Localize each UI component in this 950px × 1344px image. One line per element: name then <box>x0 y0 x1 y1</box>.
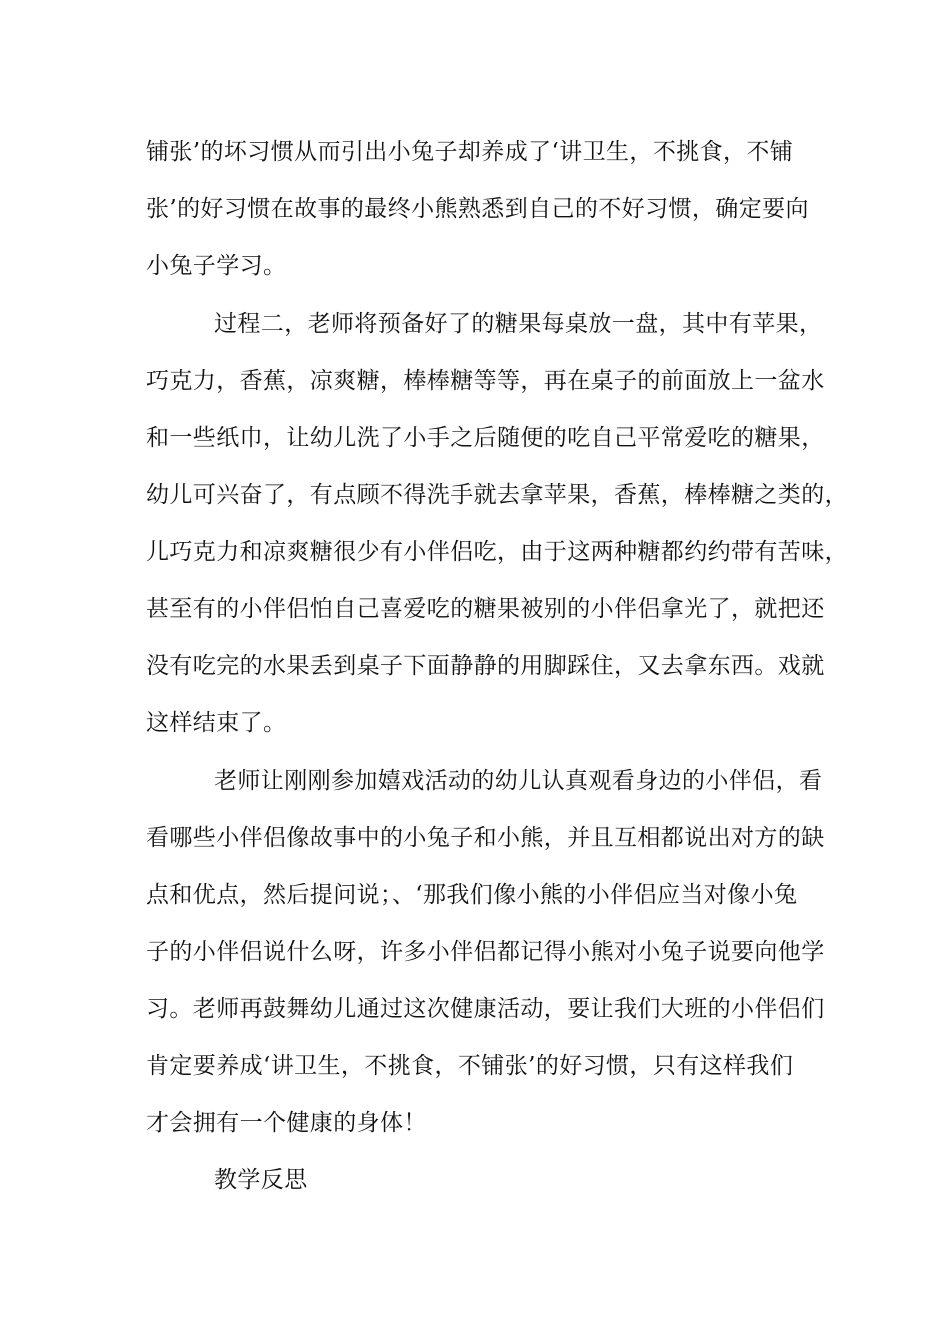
paragraph-2-line-5: 儿巧克力和凉爽糖很少有小伴侣吃，由于这两种糖都约约带有苦味， <box>146 539 848 565</box>
paragraph-2-line-6: 甚至有的小伴侣怕自己喜爱吃的糖果被别的小伴侣拿光了，就把还 <box>146 596 825 622</box>
paragraph-3-line-4: 子的小伴侣说什么呀，许多小伴侣都记得小熊对小兔子说要向他学 <box>146 939 825 965</box>
paragraph-3-line-1: 老师让刚刚参加嬉戏活动的幼儿认真观看身边的小伴侣，看 <box>214 768 823 794</box>
paragraph-2-line-3: 和一些纸巾，让幼儿洗了小手之后随便的吃自己平常爱吃的糖果， <box>146 425 825 451</box>
paragraph-3-line-5: 习。老师再鼓舞幼儿通过这次健康活动，要让我们大班的小伴侣们 <box>146 996 825 1022</box>
paragraph-1-line-2: 张’的好习惯在故事的最终小熊熟悉到自己的不好习惯，确定要向 <box>146 196 809 222</box>
paragraph-2-line-4: 幼儿可兴奋了，有点顾不得洗手就去拿苹果，香蕉，棒棒糖之类的， <box>146 482 848 508</box>
section-heading: 教学反思 <box>214 1167 308 1193</box>
paragraph-1-line-3: 小兔子学习。 <box>146 253 287 279</box>
paragraph-3-line-6: 肯定要养成‘讲卫生，不挑食，不铺张’的好习惯，只有这样我们 <box>146 1053 794 1079</box>
paragraph-2-line-8: 这样结束了。 <box>146 710 287 736</box>
paragraph-1-line-1: 铺张’的坏习惯从而引出小兔子却养成了‘讲卫生，不挑食，不铺 <box>146 139 794 165</box>
paragraph-3-line-2: 看哪些小伴侣像故事中的小兔子和小熊，并且互相都说出对方的缺 <box>146 825 825 851</box>
paragraph-3-line-7: 才会拥有一个健康的身体！ <box>146 1110 427 1136</box>
paragraph-3-line-3: 点和优点，然后提问说；、‘那我们像小熊的小伴侣应当对像小兔 <box>146 882 798 908</box>
paragraph-2-line-1: 过程二，老师将预备好了的糖果每桌放一盘，其中有苹果， <box>214 311 823 337</box>
paragraph-2-line-7: 没有吃完的水果丢到桌子下面静静的用脚踩住，又去拿东西。戏就 <box>146 653 825 679</box>
paragraph-2-line-2: 巧克力，香蕉，凉爽糖，棒棒糖等等，再在桌子的前面放上一盆水 <box>146 368 825 394</box>
